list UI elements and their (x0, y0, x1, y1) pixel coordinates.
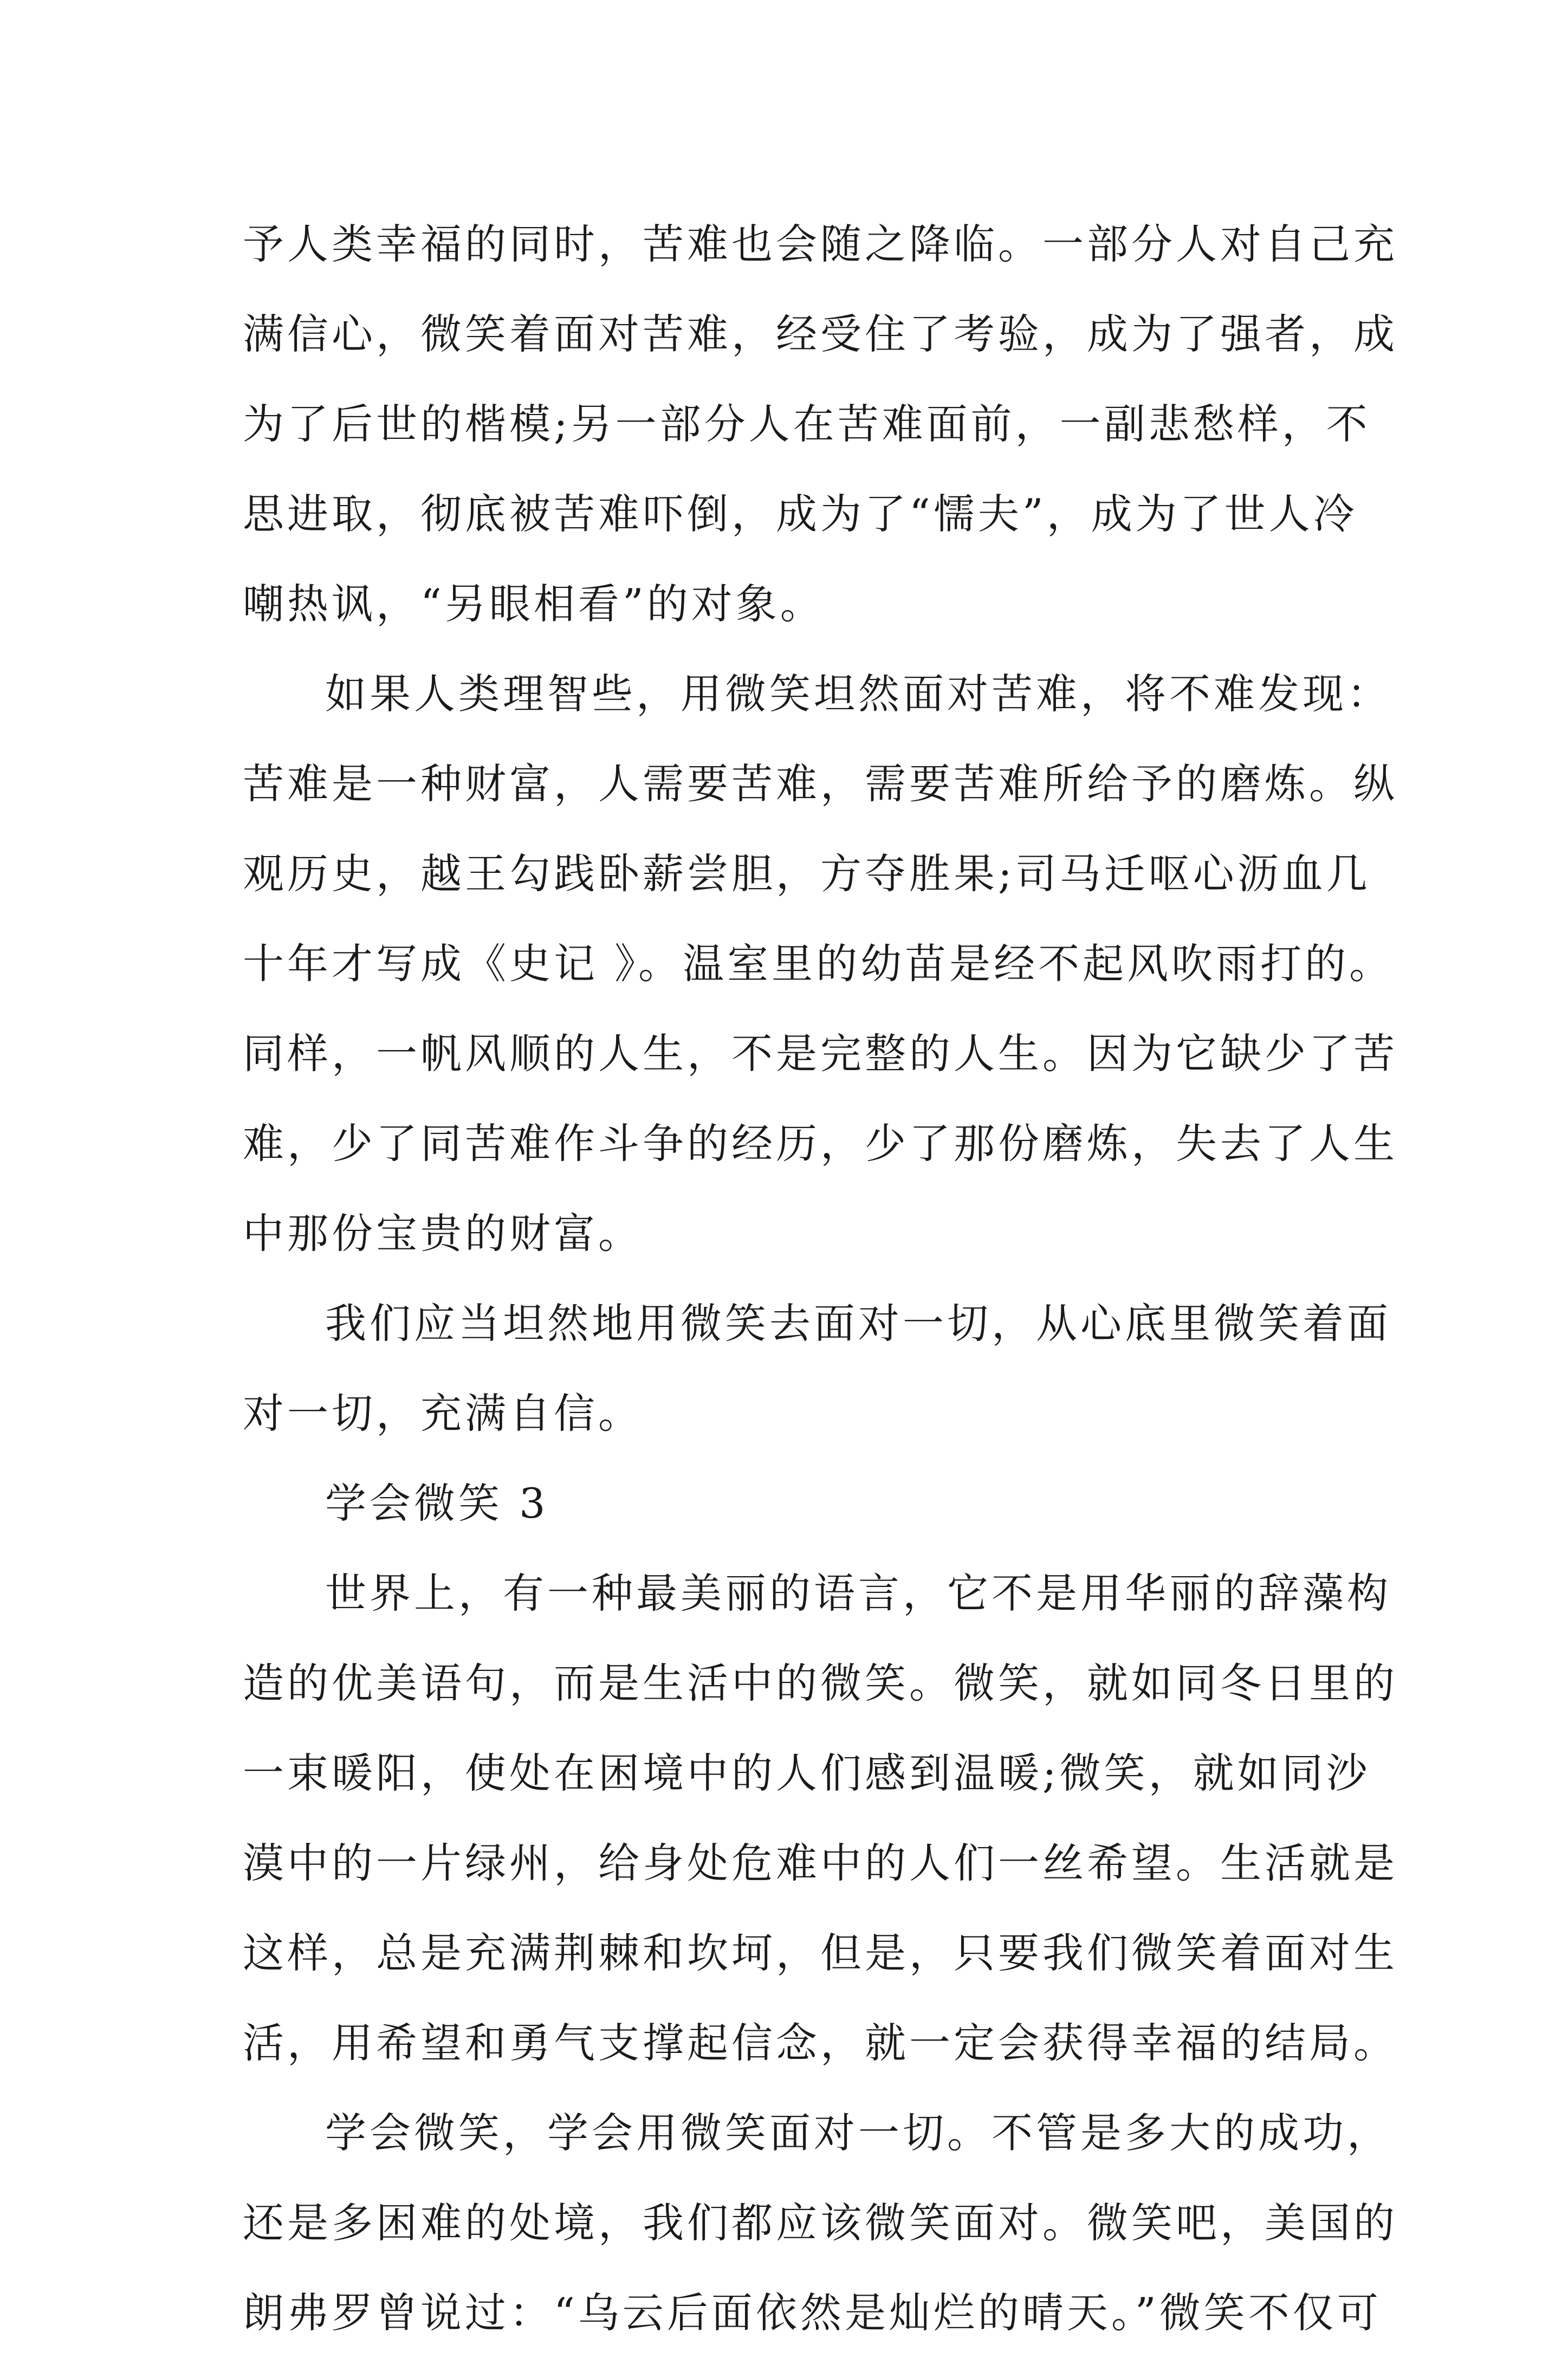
text-line: 对一切，充满自信。 (243, 1389, 643, 1437)
text-line: 满信心，微笑着面对苦难，经受住了考验，成为了强者，成 (243, 310, 1398, 358)
text-line: 予人类幸福的同时，苦难也会随之降临。一部分人对自己充 (243, 220, 1398, 268)
text-line: 造的优美语句，而是生活中的微笑。微笑，就如同冬日里的 (243, 1659, 1398, 1707)
text-line: 苦难是一种财富，人需要苦难，需要苦难所给予的磨炼。纵 (243, 760, 1398, 808)
text-line: 学会微笑，学会用微笑面对一切。不管是多大的成功， (325, 2109, 1391, 2157)
text-line: 还是多困难的处境，我们都应该微笑面对。微笑吧，美国的 (243, 2199, 1398, 2247)
text-line: 一束暖阳，使处在困境中的人们感到温暖;微笑，就如同沙 (243, 1749, 1371, 1797)
text-line: 世界上，有一种最美丽的语言，它不是用华丽的辞藻构 (325, 1569, 1391, 1617)
text-line: 嘲热讽，“另眼相看”的对象。 (243, 580, 825, 628)
text-line: 十年才写成《史记 》。温室里的幼苗是经不起风吹雨打的。 (243, 940, 1394, 988)
text-line: 中那份宝贵的财富。 (243, 1209, 643, 1258)
text-line: 为了后世的楷模;另一部分人在苦难面前，一副悲愁样，不 (243, 400, 1371, 448)
document-body (243, 199, 1398, 2358)
text-line: 这样，总是充满荆棘和坎坷，但是，只要我们微笑着面对生 (243, 1929, 1398, 1977)
text-line: 观历史，越王勾践卧薪尝胆，方夺胜果;司马迁呕心沥血几 (243, 850, 1371, 898)
text-line: 同样，一帆风顺的人生，不是完整的人生。因为它缺少了苦 (243, 1029, 1398, 1078)
text-line: 我们应当坦然地用微笑去面对一切，从心底里微笑着面 (325, 1299, 1391, 1348)
text-line: 难，少了同苦难作斗争的经历，少了那份磨炼，失去了人生 (243, 1119, 1398, 1168)
text-line: 活，用希望和勇气支撑起信念，就一定会获得幸福的结局。 (243, 2019, 1398, 2067)
text-line: 思进取，彻底被苦难吓倒，成为了“懦夫”，成为了世人冷 (243, 490, 1358, 538)
text-line: 漠中的一片绿州，给身处危难中的人们一丝希望。生活就是 (243, 1839, 1398, 1887)
text-line: 如果人类理智些，用微笑坦然面对苦难，将不难发现： (325, 670, 1391, 718)
section-heading: 学会微笑 3 (325, 1479, 549, 1527)
text-line: 朗弗罗曾说过：“乌云后面依然是灿烂的晴天。”微笑不仅可 (243, 2289, 1382, 2337)
